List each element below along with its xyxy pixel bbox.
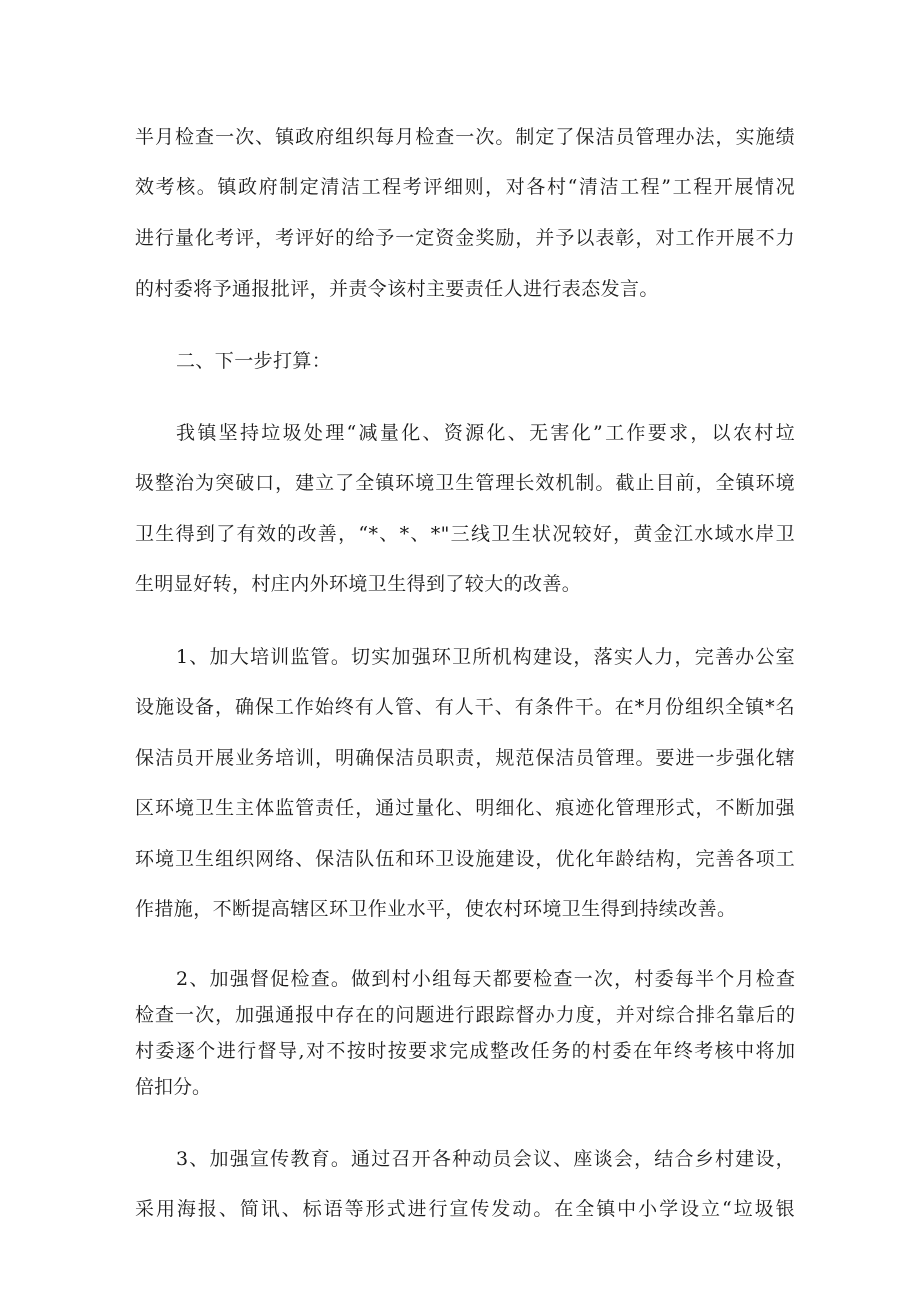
paragraph-2-line-3: 卫生得到了有效的改善，“*、*、*"三线卫生状况较好，黄金江水域水岸卫 [135,523,795,545]
paragraph-1-line-1: 半月检查一次、镇政府组织每月检查一次。制定了保洁员管理办法，实施绩 [135,126,795,148]
item-1-line-4: 区环境卫生主体监管责任，通过量化、明细化、痕迹化管理形式，不断加强 [135,797,795,819]
paragraph-1-line-4: 的村委将予通报批评，并责令该村主要责任人进行表态发言。 [135,278,659,300]
item-2-line-1: 2、加强督促检查。做到村小组每天都要检查一次，村委每半个月检查 [176,968,795,990]
item-2-line-4: 倍扣分。 [135,1076,212,1098]
paragraph-1-line-2: 效考核。镇政府制定清洁工程考评细则，对各村“清洁工程”工程开展情况 [135,176,795,198]
item-2-line-2: 检查一次，加强通报中存在的问题进行跟踪督办力度，并对综合排名靠后的 [135,1004,795,1026]
paragraph-1-line-3: 进行量化考评，考评好的给予一定资金奖励，并予以表彰，对工作开展不力 [135,227,795,249]
item-1-line-5: 环境卫生组织网络、保洁队伍和环卫设施建设，优化年龄结构，完善各项工 [135,848,795,870]
section-heading: 二、下一步打算： [176,350,332,372]
paragraph-2-line-2: 圾整治为突破口，建立了全镇环境卫生管理长效机制。截止目前，全镇环境 [135,472,795,494]
item-1-line-6: 作措施，不断提高辖区环卫作业水平，使农村环境卫生得到持续改善。 [135,898,737,920]
item-3-line-2: 采用海报、简讯、标语等形式进行宣传发动。在全镇中小学设立“垃圾银 [135,1198,795,1220]
item-2-line-3: 村委逐个进行督导,对不按时按要求完成整改任务的村委在年终考核中将加 [135,1040,795,1062]
paragraph-2-line-4: 生明显好转，村庄内外环境卫生得到了较大的改善。 [135,573,582,595]
item-1-line-2: 设施设备，确保工作始终有人管、有人干、有条件干。在*月份组织全镇*名 [135,696,795,718]
item-1-line-3: 保洁员开展业务培训，明确保洁员职责，规范保洁员管理。要进一步强化辖 [135,747,795,769]
paragraph-2-line-1: 我镇坚持垃圾处理“减量化、资源化、无害化”工作要求，以农村垃 [176,422,795,444]
item-1-line-1: 1、加大培训监管。切实加强环卫所机构建设，落实人力，完善办公室 [176,646,795,668]
item-3-line-1: 3、加强宣传教育。通过召开各种动员会议、座谈会，结合乡村建设， [176,1148,795,1170]
